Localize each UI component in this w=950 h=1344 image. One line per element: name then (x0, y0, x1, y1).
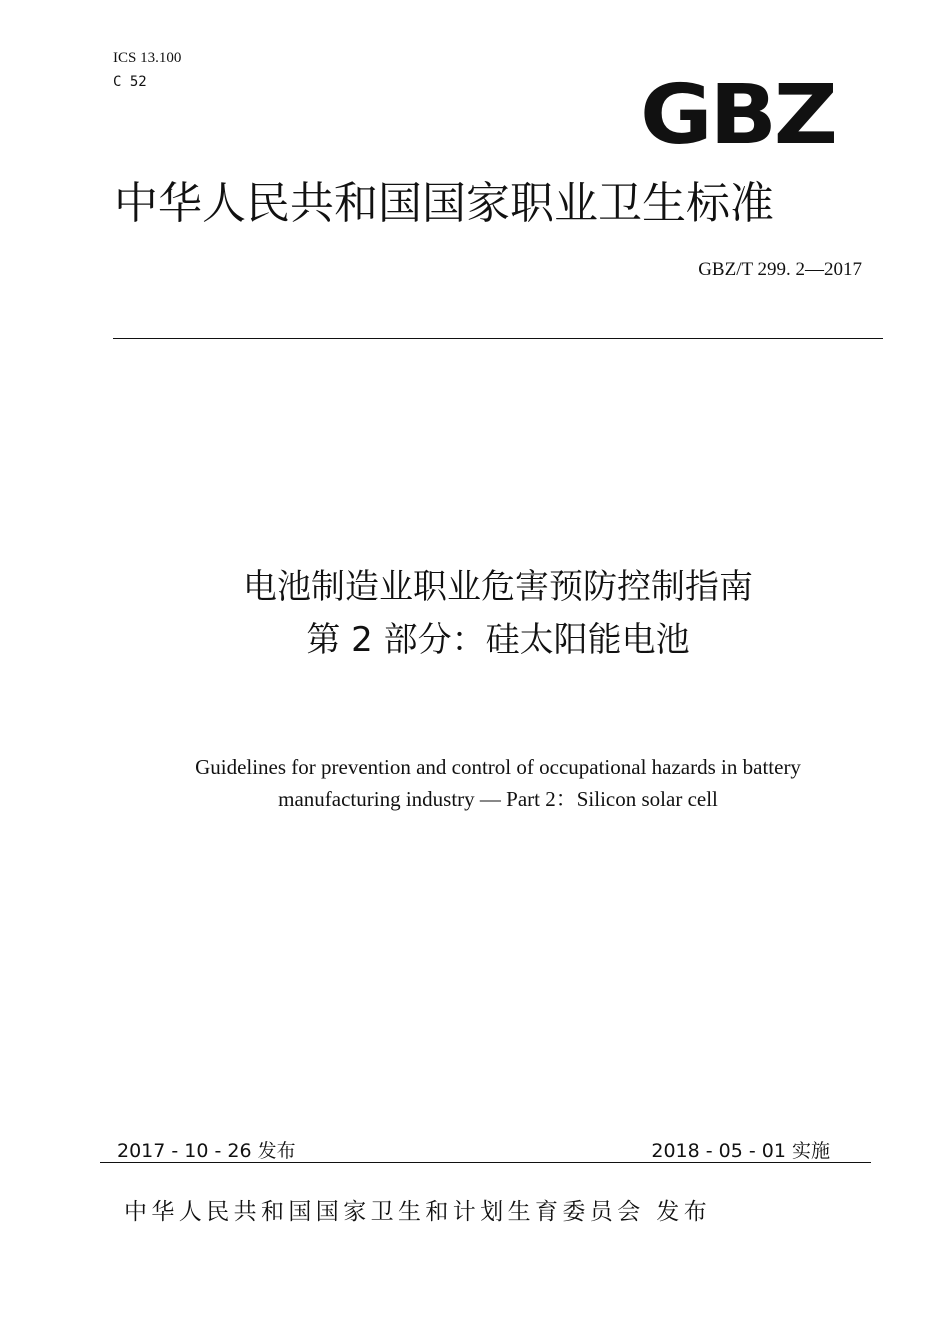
issue-date: 2017 - 10 - 26 发布 (117, 1140, 296, 1162)
top-divider (113, 338, 883, 339)
ics-code: ICS 13.100 (113, 50, 182, 66)
gbz-logo: GBZ (640, 68, 835, 163)
standard-code: GBZ/T 299. 2—2017 (698, 259, 862, 280)
effective-date: 2018 - 05 - 01 实施 (651, 1140, 830, 1162)
title-en-line2: manufacturing industry — Part 2：Silicon solar cell (278, 787, 718, 811)
standard-category-title: 中华人民共和国国家职业卫生标准 (114, 178, 774, 229)
title-zh-line2: 第 2 部分：硅太阳能电池 (306, 620, 690, 660)
bottom-divider (100, 1162, 871, 1163)
title-zh-line1: 电池制造业职业危害预防控制指南 (243, 567, 753, 607)
ccs-code: C 52 (113, 74, 147, 90)
title-en-line1: Guidelines for prevention and control of occupational hazards in battery (195, 755, 801, 779)
publisher: 中华人民共和国国家卫生和计划生育委员会 发布 (124, 1199, 712, 1225)
